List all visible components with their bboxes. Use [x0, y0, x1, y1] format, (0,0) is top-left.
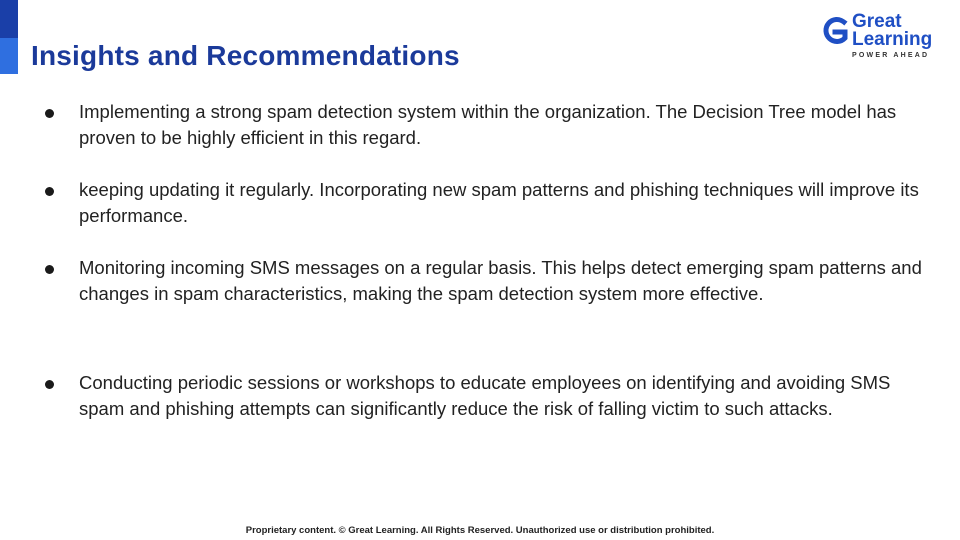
bullet-dot — [45, 265, 54, 274]
bullet-text: keeping updating it regularly. Incorporating new spam patterns and phishing techniques will improve its performance. — [79, 179, 919, 226]
bullet-dot — [45, 109, 54, 118]
logo-tagline: POWER AHEAD — [852, 52, 930, 59]
bullet-text: Monitoring incoming SMS messages on a regular basis. This helps detect emerging spam patterns and changes in spam characteristics, making the spam detection system more effective. — [79, 257, 922, 304]
bullet-text: Implementing a strong spam detection system within the organization. The Decision Tree model has proven to be highly efficient in this regard. — [79, 101, 897, 148]
bullet-text: Conducting periodic sessions or workshops to educate employees on identifying and avoiding SMS spam and phishing attempts can significantly reduce the risk of falling victim to such attacks. — [79, 372, 891, 419]
slide-title: Insights and Recommendations — [31, 40, 460, 71]
logo-text-learning: Learning — [852, 29, 933, 50]
footer-copyright: Proprietary content. © Great Learning. All Rights Reserved. Unauthorized use or distribution prohibited. — [245, 525, 715, 536]
bullet-dot — [45, 380, 54, 389]
bullet-dot — [45, 187, 54, 196]
logo-text-great: Great — [852, 11, 902, 32]
